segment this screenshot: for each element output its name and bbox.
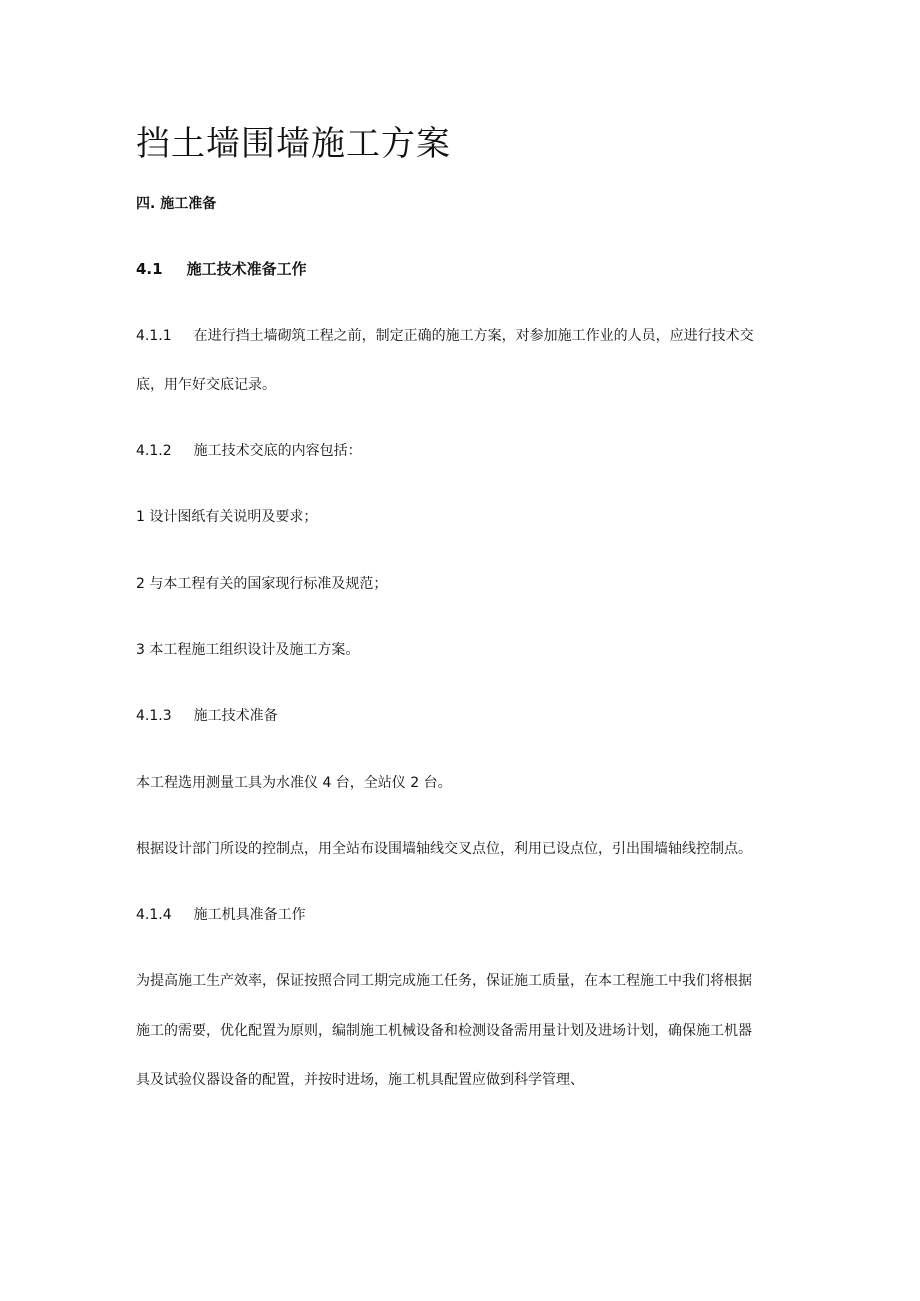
item-4-1-1-text: 在进行挡土墙砌筑工程之前，制定正确的施工方案，对参加施工作业的人员，应进行技术交 (193, 328, 754, 344)
item-4-1-2-number: 4.1.2 (136, 443, 172, 459)
item-4-1-3-para1: 本工程选用测量工具为水准仪 4 台，全站仪 2 台。 (136, 775, 452, 791)
item-4-1-4-number: 4.1.4 (136, 907, 172, 923)
section-4-1-title: 施工技术准备工作 (186, 260, 307, 278)
section-4-1-number: 4.1 (136, 260, 163, 278)
section-4-heading: 四. 施工准备 (136, 196, 217, 212)
list-item-1: 1 设计图纸有关说明及要求； (136, 509, 318, 525)
item-4-1-1-number: 4.1.1 (136, 328, 172, 344)
item-4-1-3-para2: 根据设计部门所设的控制点，用全站布设围墙轴线交叉点位，利用已设点位，引出围墙轴线控制点。 (136, 841, 752, 857)
item-4-1-4-para-line2: 施工的需要，优化配置为原则，编制施工机械设备和检测设备需用量计划及进场计划，确保施工机器 (136, 1023, 752, 1039)
item-4-1-3-number: 4.1.3 (136, 708, 172, 724)
item-4-1-4-text: 施工机具准备工作 (193, 907, 306, 923)
item-4-1-1-line1 (136, 325, 754, 345)
list-item-3: 3 本工程施工组织设计及施工方案。 (136, 642, 360, 658)
item-4-1-3-text: 施工技术准备 (193, 708, 278, 724)
item-4-1-4 (136, 904, 306, 924)
document-title: 挡土墙围墙施工方案 (136, 124, 451, 164)
item-4-1-2 (136, 440, 362, 460)
item-4-1-4-para-line1: 为提高施工生产效率，保证按照合同工期完成施工任务，保证施工质量，在本工程施工中我们将根据 (136, 973, 752, 989)
section-4-1-heading (136, 258, 307, 279)
item-4-1-2-text: 施工技术交底的内容包括： (193, 443, 362, 459)
item-4-1-1-line2: 底，用乍好交底记录。 (136, 377, 276, 393)
item-4-1-4-para-line3: 具及试验仪器设备的配置，并按时进场，施工机具配置应做到科学管理、 (136, 1072, 584, 1088)
list-item-2: 2 与本工程有关的国家现行标准及规范； (136, 576, 388, 592)
item-4-1-3 (136, 705, 278, 725)
